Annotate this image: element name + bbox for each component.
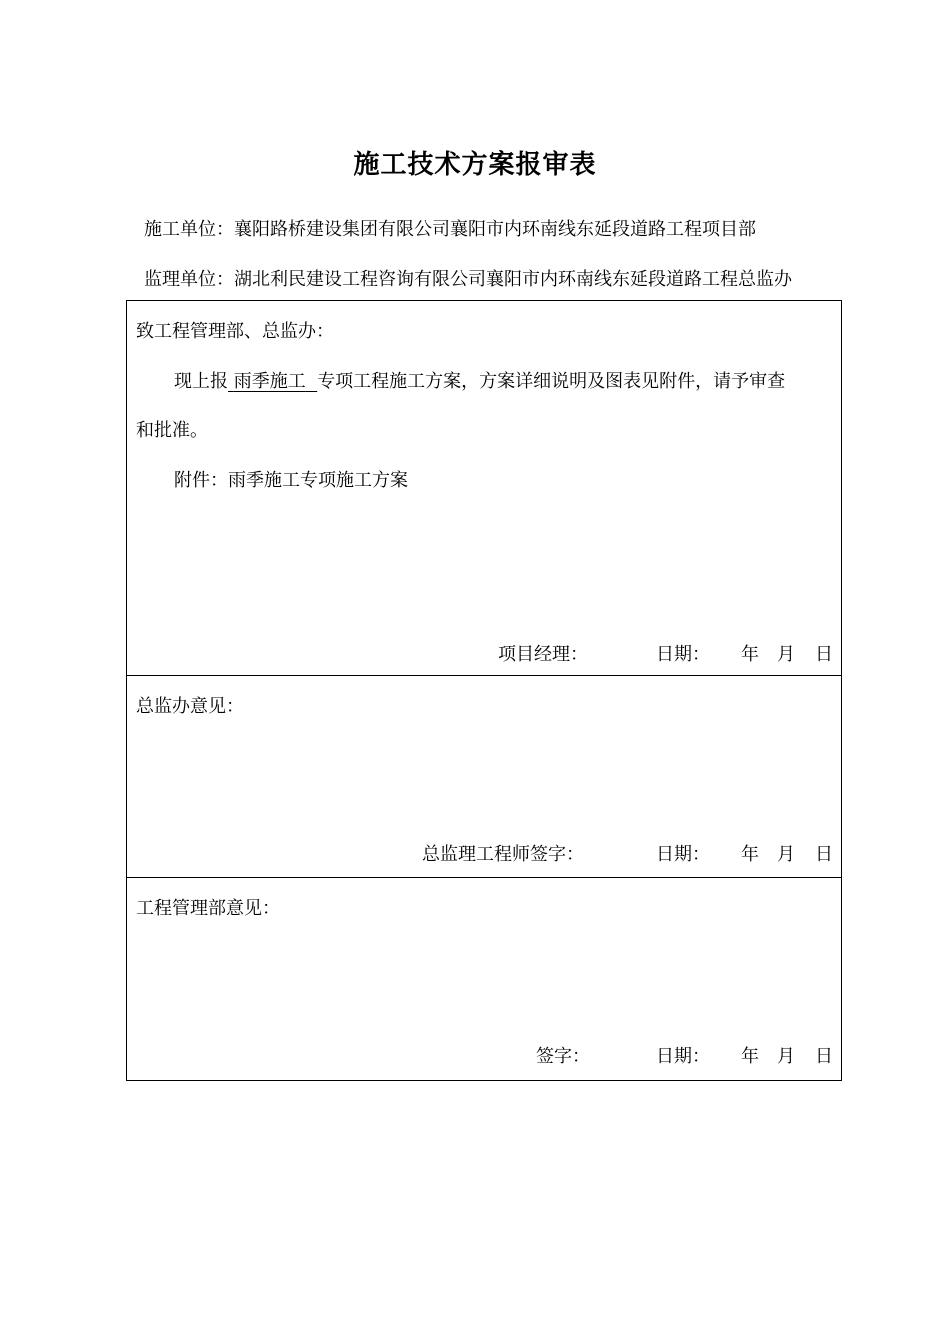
approval-form-table (126, 300, 842, 1081)
date-label: 日期： (656, 644, 710, 665)
day-label: 日 (815, 844, 833, 865)
attachment-line: 附件：雨季施工专项施工方案 (174, 470, 408, 491)
date-label: 日期： (656, 844, 710, 865)
supervision-unit: 监理单位：湖北利民建设工程咨询有限公司襄阳市内环南线东延段道路工程总监办 (144, 269, 792, 290)
construction-unit: 施工单位：襄阳路桥建设集团有限公司襄阳市内环南线东延段道路工程项目部 (144, 219, 756, 240)
day-label: 日 (815, 1046, 833, 1067)
report-line (174, 367, 785, 393)
report-prefix: 现上报 (174, 371, 228, 392)
signer-label: 总监理工程师签字： (422, 844, 584, 865)
year-label: 年 (741, 644, 759, 665)
date-label: 日期： (656, 1046, 710, 1067)
document-title: 施工技术方案报审表 (353, 150, 597, 180)
supervisor-opinion-heading: 总监办意见： (136, 696, 244, 717)
signer-label: 签字： (536, 1046, 590, 1067)
year-label: 年 (741, 844, 759, 865)
year-label: 年 (741, 1046, 759, 1067)
day-label: 日 (815, 644, 833, 665)
month-label: 月 (777, 644, 795, 665)
month-label: 月 (777, 844, 795, 865)
management-opinion-heading: 工程管理部意见： (136, 898, 280, 919)
month-label: 月 (777, 1046, 795, 1067)
management-opinion-section (127, 877, 841, 1081)
report-continuation: 和批准。 (136, 420, 208, 441)
signer-label: 项目经理： (498, 644, 588, 665)
report-item: 雨季施工 (233, 371, 306, 392)
submission-section (127, 301, 841, 675)
addressee: 致工程管理部、总监办： (136, 321, 334, 342)
report-suffix: 专项工程施工方案，方案详细说明及图表见附件，请予审查 (317, 371, 786, 392)
supervisor-opinion-section (127, 675, 841, 877)
